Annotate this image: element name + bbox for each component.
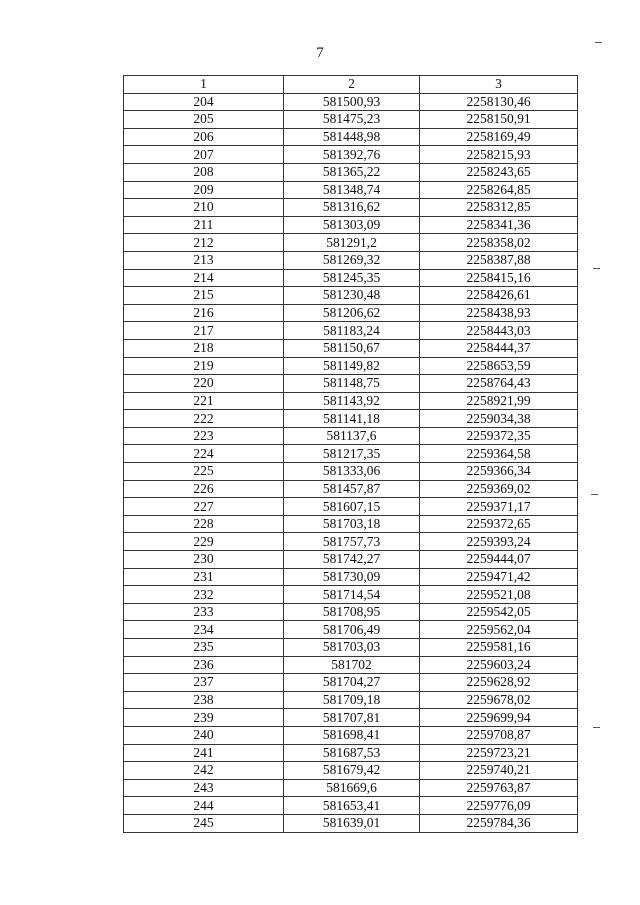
point-number-cell: 214 — [124, 269, 284, 287]
table-row — [124, 726, 578, 744]
x-coordinate-cell: 581687,53 — [284, 744, 420, 762]
point-number-cell: 245 — [124, 814, 284, 832]
y-coordinate-cell: 2258387,88 — [420, 251, 578, 269]
point-number-cell: 218 — [124, 339, 284, 357]
y-coordinate-cell: 2258215,93 — [420, 146, 578, 164]
point-number-cell: 219 — [124, 357, 284, 375]
point-number-cell: 205 — [124, 111, 284, 129]
y-coordinate-cell: 2259776,09 — [420, 797, 578, 815]
table-row — [124, 357, 578, 375]
y-coordinate-cell: 2258312,85 — [420, 199, 578, 217]
table-row — [124, 814, 578, 832]
margin-mark — [591, 494, 598, 495]
table-row — [124, 656, 578, 674]
table-row — [124, 199, 578, 217]
table-row — [124, 463, 578, 481]
x-coordinate-cell: 581708,95 — [284, 603, 420, 621]
y-coordinate-cell: 2258150,91 — [420, 111, 578, 129]
header-row — [124, 76, 578, 94]
point-number-cell: 222 — [124, 410, 284, 428]
margin-mark — [593, 727, 600, 728]
point-number-cell: 212 — [124, 234, 284, 252]
y-coordinate-cell: 2258358,02 — [420, 234, 578, 252]
y-coordinate-cell: 2258415,16 — [420, 269, 578, 287]
table-row — [124, 568, 578, 586]
table-row — [124, 445, 578, 463]
point-number-cell: 233 — [124, 603, 284, 621]
point-number-cell: 211 — [124, 216, 284, 234]
x-coordinate-cell: 581143,92 — [284, 392, 420, 410]
point-number-cell: 241 — [124, 744, 284, 762]
y-coordinate-cell: 2259542,05 — [420, 603, 578, 621]
x-coordinate-cell: 581669,6 — [284, 779, 420, 797]
table-row — [124, 375, 578, 393]
point-number-cell: 204 — [124, 93, 284, 111]
x-coordinate-cell: 581365,22 — [284, 163, 420, 181]
point-number-cell: 224 — [124, 445, 284, 463]
y-coordinate-cell: 2258264,85 — [420, 181, 578, 199]
x-coordinate-cell: 581703,03 — [284, 639, 420, 657]
x-coordinate-cell: 581148,75 — [284, 375, 420, 393]
table-row — [124, 128, 578, 146]
header-cell-3: 3 — [420, 76, 578, 94]
table-row — [124, 181, 578, 199]
table-row — [124, 709, 578, 727]
y-coordinate-cell: 2259444,07 — [420, 551, 578, 569]
coordinates-table — [123, 75, 578, 833]
y-coordinate-cell: 2259581,16 — [420, 639, 578, 657]
y-coordinate-cell: 2259763,87 — [420, 779, 578, 797]
y-coordinate-cell: 2258130,46 — [420, 93, 578, 111]
x-coordinate-cell: 581150,67 — [284, 339, 420, 357]
table-row — [124, 146, 578, 164]
point-number-cell: 234 — [124, 621, 284, 639]
y-coordinate-cell: 2259562,04 — [420, 621, 578, 639]
y-coordinate-cell: 2259034,38 — [420, 410, 578, 428]
x-coordinate-cell: 581217,35 — [284, 445, 420, 463]
table-row — [124, 674, 578, 692]
y-coordinate-cell: 2259372,65 — [420, 515, 578, 533]
y-coordinate-cell: 2258341,36 — [420, 216, 578, 234]
y-coordinate-cell: 2259784,36 — [420, 814, 578, 832]
y-coordinate-cell: 2259699,94 — [420, 709, 578, 727]
y-coordinate-cell: 2258243,65 — [420, 163, 578, 181]
y-coordinate-cell: 2258169,49 — [420, 128, 578, 146]
y-coordinate-cell: 2258921,99 — [420, 392, 578, 410]
table-row — [124, 551, 578, 569]
y-coordinate-cell: 2258653,59 — [420, 357, 578, 375]
point-number-cell: 232 — [124, 586, 284, 604]
table-row — [124, 304, 578, 322]
point-number-cell: 239 — [124, 709, 284, 727]
y-coordinate-cell: 2259371,17 — [420, 498, 578, 516]
table-row — [124, 639, 578, 657]
table-row — [124, 287, 578, 305]
x-coordinate-cell: 581392,76 — [284, 146, 420, 164]
table-row — [124, 586, 578, 604]
y-coordinate-cell: 2259708,87 — [420, 726, 578, 744]
table-header — [124, 76, 578, 94]
y-coordinate-cell: 2259369,02 — [420, 480, 578, 498]
point-number-cell: 242 — [124, 762, 284, 780]
x-coordinate-cell: 581730,09 — [284, 568, 420, 586]
point-number-cell: 231 — [124, 568, 284, 586]
table-row — [124, 797, 578, 815]
table-row — [124, 339, 578, 357]
y-coordinate-cell: 2259628,92 — [420, 674, 578, 692]
x-coordinate-cell: 581333,06 — [284, 463, 420, 481]
point-number-cell: 207 — [124, 146, 284, 164]
table-row — [124, 111, 578, 129]
y-coordinate-cell: 2258444,37 — [420, 339, 578, 357]
page-number: 7 — [316, 45, 324, 61]
y-coordinate-cell: 2259521,08 — [420, 586, 578, 604]
table-row — [124, 216, 578, 234]
x-coordinate-cell: 581757,73 — [284, 533, 420, 551]
table-row — [124, 163, 578, 181]
x-coordinate-cell: 581679,42 — [284, 762, 420, 780]
table-row — [124, 234, 578, 252]
x-coordinate-cell: 581245,35 — [284, 269, 420, 287]
table-row — [124, 515, 578, 533]
x-coordinate-cell: 581607,15 — [284, 498, 420, 516]
point-number-cell: 235 — [124, 639, 284, 657]
y-coordinate-cell: 2258443,03 — [420, 322, 578, 340]
x-coordinate-cell: 581698,41 — [284, 726, 420, 744]
x-coordinate-cell: 581703,18 — [284, 515, 420, 533]
x-coordinate-cell: 581707,81 — [284, 709, 420, 727]
table-row — [124, 427, 578, 445]
y-coordinate-cell: 2259603,24 — [420, 656, 578, 674]
x-coordinate-cell: 581742,27 — [284, 551, 420, 569]
point-number-cell: 240 — [124, 726, 284, 744]
y-coordinate-cell: 2259723,21 — [420, 744, 578, 762]
point-number-cell: 238 — [124, 691, 284, 709]
table-row — [124, 779, 578, 797]
point-number-cell: 206 — [124, 128, 284, 146]
point-number-cell: 229 — [124, 533, 284, 551]
y-coordinate-cell: 2258426,61 — [420, 287, 578, 305]
x-coordinate-cell: 581303,09 — [284, 216, 420, 234]
x-coordinate-cell: 581448,98 — [284, 128, 420, 146]
x-coordinate-cell: 581706,49 — [284, 621, 420, 639]
x-coordinate-cell: 581141,18 — [284, 410, 420, 428]
point-number-cell: 221 — [124, 392, 284, 410]
x-coordinate-cell: 581475,23 — [284, 111, 420, 129]
x-coordinate-cell: 581149,82 — [284, 357, 420, 375]
x-coordinate-cell: 581206,62 — [284, 304, 420, 322]
y-coordinate-cell: 2259471,42 — [420, 568, 578, 586]
table-row — [124, 603, 578, 621]
point-number-cell: 210 — [124, 199, 284, 217]
point-number-cell: 230 — [124, 551, 284, 569]
x-coordinate-cell: 581269,32 — [284, 251, 420, 269]
point-number-cell: 213 — [124, 251, 284, 269]
point-number-cell: 208 — [124, 163, 284, 181]
point-number-cell: 226 — [124, 480, 284, 498]
x-coordinate-cell: 581702 — [284, 656, 420, 674]
point-number-cell: 209 — [124, 181, 284, 199]
x-coordinate-cell: 581457,87 — [284, 480, 420, 498]
point-number-cell: 237 — [124, 674, 284, 692]
x-coordinate-cell: 581709,18 — [284, 691, 420, 709]
point-number-cell: 223 — [124, 427, 284, 445]
point-number-cell: 225 — [124, 463, 284, 481]
x-coordinate-cell: 581291,2 — [284, 234, 420, 252]
x-coordinate-cell: 581639,01 — [284, 814, 420, 832]
x-coordinate-cell: 581714,54 — [284, 586, 420, 604]
x-coordinate-cell: 581137,6 — [284, 427, 420, 445]
point-number-cell: 217 — [124, 322, 284, 340]
table-row — [124, 762, 578, 780]
table-row — [124, 480, 578, 498]
point-number-cell: 244 — [124, 797, 284, 815]
table-row — [124, 621, 578, 639]
point-number-cell: 236 — [124, 656, 284, 674]
point-number-cell: 216 — [124, 304, 284, 322]
y-coordinate-cell: 2259366,34 — [420, 463, 578, 481]
margin-mark — [595, 42, 602, 43]
table-row — [124, 498, 578, 516]
x-coordinate-cell: 581230,48 — [284, 287, 420, 305]
x-coordinate-cell: 581653,41 — [284, 797, 420, 815]
point-number-cell: 243 — [124, 779, 284, 797]
header-cell-1: 1 — [124, 76, 284, 94]
table-row — [124, 269, 578, 287]
table-row — [124, 744, 578, 762]
margin-mark — [593, 268, 600, 269]
table-row — [124, 533, 578, 551]
point-number-cell: 228 — [124, 515, 284, 533]
y-coordinate-cell: 2259393,24 — [420, 533, 578, 551]
y-coordinate-cell: 2259740,21 — [420, 762, 578, 780]
x-coordinate-cell: 581316,62 — [284, 199, 420, 217]
table-row — [124, 392, 578, 410]
x-coordinate-cell: 581183,24 — [284, 322, 420, 340]
point-number-cell: 227 — [124, 498, 284, 516]
x-coordinate-cell: 581500,93 — [284, 93, 420, 111]
header-cell-2: 2 — [284, 76, 420, 94]
table-row — [124, 410, 578, 428]
table-row — [124, 322, 578, 340]
y-coordinate-cell: 2259364,58 — [420, 445, 578, 463]
point-number-cell: 220 — [124, 375, 284, 393]
table-row — [124, 93, 578, 111]
table-row — [124, 691, 578, 709]
table-row — [124, 251, 578, 269]
point-number-cell: 215 — [124, 287, 284, 305]
table-body — [124, 93, 578, 832]
y-coordinate-cell: 2259372,35 — [420, 427, 578, 445]
x-coordinate-cell: 581704,27 — [284, 674, 420, 692]
y-coordinate-cell: 2258438,93 — [420, 304, 578, 322]
y-coordinate-cell: 2258764,43 — [420, 375, 578, 393]
y-coordinate-cell: 2259678,02 — [420, 691, 578, 709]
x-coordinate-cell: 581348,74 — [284, 181, 420, 199]
